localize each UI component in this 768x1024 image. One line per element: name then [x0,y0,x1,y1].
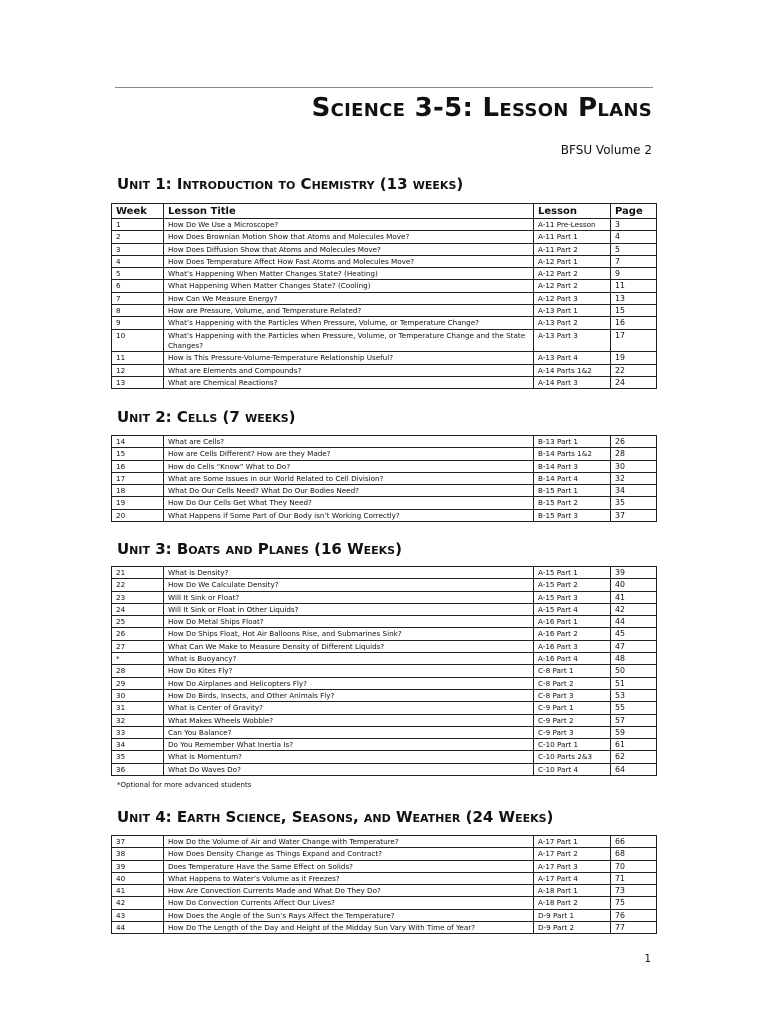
table-row [112,329,657,352]
cell-week: 5 [112,268,164,280]
table-header-row [112,204,657,219]
footnote: *Optional for more advanced students [117,781,252,789]
cell-week: 7 [112,292,164,304]
cell-page: 47 [611,640,657,652]
cell-week: 42 [112,897,164,909]
cell-lesson-title: What Happens if Some Part of Our Body isn’t Working Correctly? [164,509,534,521]
table-row [112,628,657,640]
cell-week: 28 [112,665,164,677]
cell-week: 2 [112,231,164,243]
cell-week: 27 [112,640,164,652]
cell-lesson-title: How Do We Use a Microscope? [164,219,534,231]
cell-lesson-code: A-14 Parts 1&2 [534,364,611,376]
page-number: 1 [644,953,651,965]
table-row [112,231,657,243]
cell-page: 66 [611,836,657,848]
table-row [112,509,657,521]
cell-lesson-code: B-14 Part 3 [534,460,611,472]
cell-week: 39 [112,860,164,872]
cell-lesson-title: How Do Convection Currents Affect Our Lives? [164,897,534,909]
cell-page: 40 [611,579,657,591]
cell-lesson-title: What’s Happening with the Particles When Pressure, Volume, or Temperature Change? [164,317,534,329]
cell-lesson-title: What’s Happening with the Particles when Pressure, Volume, or Temperature Change and the State Changes? [164,329,534,352]
cell-lesson-code: A-15 Part 2 [534,579,611,591]
cell-lesson-code: A-11 Pre-Lesson [534,219,611,231]
cell-week: 10 [112,329,164,352]
cell-lesson-code: A-13 Part 4 [534,352,611,364]
cell-lesson-title: How Can We Measure Energy? [164,292,534,304]
cell-week: 11 [112,352,164,364]
cell-page: 37 [611,509,657,521]
cell-lesson-code: A-16 Part 1 [534,616,611,628]
table-row [112,485,657,497]
cell-week: 3 [112,243,164,255]
cell-page: 59 [611,726,657,738]
table-row [112,376,657,388]
table-row [112,497,657,509]
table-row [112,364,657,376]
cell-lesson-title: How Do Airplanes and Helicopters Fly? [164,677,534,689]
table-row [112,280,657,292]
cell-lesson-title: What is Density? [164,567,534,579]
cell-lesson-code: A-16 Part 4 [534,653,611,665]
cell-week: 26 [112,628,164,640]
cell-page: 7 [611,255,657,267]
cell-lesson-code: A-12 Part 2 [534,280,611,292]
cell-week: 20 [112,509,164,521]
table-row [112,848,657,860]
cell-page: 61 [611,739,657,751]
cell-lesson-title: How Does the Angle of the Sun’s Rays Affect the Temperature? [164,909,534,921]
cell-page: 68 [611,848,657,860]
cell-lesson-code: A-13 Part 1 [534,305,611,317]
table-row [112,219,657,231]
table-row [112,472,657,484]
header-lesson-title: Lesson Title [164,204,534,219]
cell-week: * [112,653,164,665]
table-row [112,352,657,364]
cell-lesson-code: A-15 Part 3 [534,591,611,603]
cell-page: 76 [611,909,657,921]
cell-week: 40 [112,872,164,884]
cell-lesson-title: Does Temperature Have the Same Effect on Solids? [164,860,534,872]
cell-page: 62 [611,751,657,763]
unit-heading: Unit 3: Boats and Planes (16 Weeks) [117,540,402,558]
table-row [112,677,657,689]
cell-lesson-code: A-16 Part 3 [534,640,611,652]
cell-lesson-title: How Does Brownian Motion Show that Atoms and Molecules Move? [164,231,534,243]
cell-week: 38 [112,848,164,860]
lesson-table [111,566,657,776]
table-row [112,909,657,921]
cell-page: 34 [611,485,657,497]
cell-lesson-title: What is Center of Gravity? [164,702,534,714]
unit-heading: Unit 4: Earth Science, Seasons, and Weather (24 Weeks) [117,808,554,826]
cell-page: 15 [611,305,657,317]
cell-page: 44 [611,616,657,628]
unit-heading: Unit 1: Introduction to Chemistry (13 weeks) [117,175,464,193]
cell-page: 22 [611,364,657,376]
cell-lesson-code: B-15 Part 1 [534,485,611,497]
cell-lesson-code: A-13 Part 3 [534,329,611,352]
cell-week: 32 [112,714,164,726]
cell-lesson-code: C-8 Part 2 [534,677,611,689]
table-row [112,763,657,775]
cell-week: 25 [112,616,164,628]
table-row [112,726,657,738]
cell-week: 24 [112,603,164,615]
cell-week: 17 [112,472,164,484]
cell-lesson-code: A-17 Part 1 [534,836,611,848]
table-row [112,317,657,329]
cell-lesson-title: How are Cells Different? How are they Made? [164,448,534,460]
cell-page: 24 [611,376,657,388]
cell-page: 41 [611,591,657,603]
table-row [112,436,657,448]
cell-page: 13 [611,292,657,304]
cell-lesson-title: What are Chemical Reactions? [164,376,534,388]
cell-lesson-code: A-17 Part 3 [534,860,611,872]
cell-lesson-title: What Do Our Cells Need? What Do Our Bodies Need? [164,485,534,497]
cell-page: 16 [611,317,657,329]
table-row [112,567,657,579]
cell-lesson-title: How Do Birds, Insects, and Other Animals Fly? [164,689,534,701]
cell-page: 5 [611,243,657,255]
cell-week: 14 [112,436,164,448]
cell-week: 6 [112,280,164,292]
cell-week: 34 [112,739,164,751]
table-row [112,702,657,714]
cell-lesson-title: How are Pressure, Volume, and Temperature Related? [164,305,534,317]
cell-lesson-title: How Does Diffusion Show that Atoms and Molecules Move? [164,243,534,255]
cell-page: 28 [611,448,657,460]
cell-lesson-code: B-15 Part 3 [534,509,611,521]
cell-week: 21 [112,567,164,579]
cell-lesson-title: Do You Remember What Inertia Is? [164,739,534,751]
cell-week: 43 [112,909,164,921]
cell-page: 64 [611,763,657,775]
cell-lesson-title: How Do We Calculate Density? [164,579,534,591]
table-row [112,897,657,909]
cell-page: 48 [611,653,657,665]
table-row [112,836,657,848]
cell-lesson-title: What is Buoyancy? [164,653,534,665]
cell-lesson-code: A-16 Part 2 [534,628,611,640]
cell-week: 30 [112,689,164,701]
cell-page: 71 [611,872,657,884]
cell-week: 33 [112,726,164,738]
cell-week: 35 [112,751,164,763]
cell-lesson-code: A-15 Part 4 [534,603,611,615]
cell-lesson-title: What Happens to Water’s Volume as it Freezes? [164,872,534,884]
table-row [112,579,657,591]
cell-lesson-title: What Do Waves Do? [164,763,534,775]
cell-lesson-code: A-18 Part 2 [534,897,611,909]
cell-week: 9 [112,317,164,329]
cell-lesson-title: What are Cells? [164,436,534,448]
table-row [112,714,657,726]
cell-lesson-code: A-12 Part 2 [534,268,611,280]
cell-lesson-title: What Makes Wheels Wobble? [164,714,534,726]
cell-lesson-title: How do Cells “Know” What to Do? [164,460,534,472]
table-row [112,860,657,872]
table-row [112,665,657,677]
table-row [112,653,657,665]
page-title: Science 3-5: Lesson Plans [311,93,652,123]
cell-lesson-title: What Can We Make to Measure Density of Different Liquids? [164,640,534,652]
cell-page: 57 [611,714,657,726]
table-row [112,616,657,628]
cell-lesson-title: How Does Temperature Affect How Fast Atoms and Molecules Move? [164,255,534,267]
cell-week: 18 [112,485,164,497]
cell-lesson-code: D-9 Part 2 [534,922,611,934]
cell-lesson-title: How Does Density Change as Things Expand and Contract? [164,848,534,860]
table-row [112,885,657,897]
cell-lesson-code: C-8 Part 1 [534,665,611,677]
cell-week: 16 [112,460,164,472]
cell-week: 15 [112,448,164,460]
cell-page: 53 [611,689,657,701]
cell-lesson-title: Will It Sink or Float in Other Liquids? [164,603,534,615]
cell-lesson-title: Will It Sink or Float? [164,591,534,603]
cell-week: 19 [112,497,164,509]
cell-lesson-title: What are Some Issues in our World Related to Cell Division? [164,472,534,484]
table-row [112,603,657,615]
cell-week: 36 [112,763,164,775]
cell-lesson-code: A-11 Part 1 [534,231,611,243]
cell-lesson-title: How Do Kites Fly? [164,665,534,677]
table-row [112,689,657,701]
cell-page: 35 [611,497,657,509]
cell-lesson-code: A-18 Part 1 [534,885,611,897]
cell-lesson-title: How Do Ships Float, Hot Air Balloons Rise, and Submarines Sink? [164,628,534,640]
cell-lesson-code: C-9 Part 3 [534,726,611,738]
cell-page: 19 [611,352,657,364]
cell-lesson-title: How Do The Length of the Day and Height of the Midday Sun Vary With Time of Year? [164,922,534,934]
cell-page: 42 [611,603,657,615]
cell-week: 37 [112,836,164,848]
unit-heading: Unit 2: Cells (7 weeks) [117,408,296,426]
cell-lesson-code: C-9 Part 1 [534,702,611,714]
table-row [112,460,657,472]
cell-lesson-code: B-14 Parts 1&2 [534,448,611,460]
cell-page: 55 [611,702,657,714]
cell-lesson-title: How Are Convection Currents Made and What Do They Do? [164,885,534,897]
cell-lesson-title: How Do the Volume of Air and Water Change with Temperature? [164,836,534,848]
top-rule [115,87,653,88]
cell-week: 8 [112,305,164,317]
cell-page: 51 [611,677,657,689]
cell-page: 11 [611,280,657,292]
table-row [112,292,657,304]
table-row [112,255,657,267]
table-row [112,751,657,763]
cell-lesson-code: B-14 Part 4 [534,472,611,484]
cell-page: 75 [611,897,657,909]
cell-lesson-title: What Happening When Matter Changes State? (Cooling) [164,280,534,292]
cell-week: 23 [112,591,164,603]
cell-week: 22 [112,579,164,591]
cell-page: 45 [611,628,657,640]
cell-lesson-code: A-17 Part 4 [534,872,611,884]
header-lesson: Lesson [534,204,611,219]
table-row [112,305,657,317]
cell-page: 17 [611,329,657,352]
cell-lesson-code: A-11 Part 2 [534,243,611,255]
cell-week: 41 [112,885,164,897]
cell-page: 70 [611,860,657,872]
table-row [112,739,657,751]
table-row [112,243,657,255]
table-row [112,872,657,884]
cell-lesson-code: A-17 Part 2 [534,848,611,860]
cell-lesson-title: What’s Happening When Matter Changes State? (Heating) [164,268,534,280]
cell-week: 1 [112,219,164,231]
cell-lesson-code: A-14 Part 3 [534,376,611,388]
cell-week: 13 [112,376,164,388]
cell-page: 77 [611,922,657,934]
cell-lesson-title: How Do Our Cells Get What They Need? [164,497,534,509]
cell-lesson-code: A-13 Part 2 [534,317,611,329]
header-page: Page [611,204,657,219]
table-row [112,268,657,280]
cell-week: 4 [112,255,164,267]
cell-week: 12 [112,364,164,376]
cell-lesson-code: B-13 Part 1 [534,436,611,448]
cell-lesson-code: B-15 Part 2 [534,497,611,509]
cell-lesson-title: How is This Pressure-Volume-Temperature Relationship Useful? [164,352,534,364]
table-row [112,640,657,652]
cell-page: 32 [611,472,657,484]
table-row [112,448,657,460]
cell-page: 9 [611,268,657,280]
cell-lesson-code: C-10 Part 4 [534,763,611,775]
cell-page: 30 [611,460,657,472]
cell-lesson-code: A-12 Part 1 [534,255,611,267]
cell-lesson-title: What are Elements and Compounds? [164,364,534,376]
cell-week: 31 [112,702,164,714]
cell-page: 73 [611,885,657,897]
table-row [112,922,657,934]
cell-lesson-code: C-10 Parts 2&3 [534,751,611,763]
cell-week: 29 [112,677,164,689]
cell-lesson-code: C-9 Part 2 [534,714,611,726]
lesson-table [111,835,657,934]
cell-lesson-code: A-15 Part 1 [534,567,611,579]
lesson-table [111,435,657,522]
cell-lesson-title: How Do Metal Ships Float? [164,616,534,628]
cell-page: 39 [611,567,657,579]
cell-page: 3 [611,219,657,231]
cell-lesson-title: What is Momentum? [164,751,534,763]
cell-week: 44 [112,922,164,934]
table-row [112,591,657,603]
lesson-table [111,203,657,389]
cell-lesson-code: C-8 Part 3 [534,689,611,701]
cell-lesson-code: A-12 Part 3 [534,292,611,304]
page-subtitle: BFSU Volume 2 [560,143,652,157]
cell-page: 50 [611,665,657,677]
cell-lesson-title: Can You Balance? [164,726,534,738]
cell-lesson-code: C-10 Part 1 [534,739,611,751]
header-week: Week [112,204,164,219]
cell-page: 26 [611,436,657,448]
cell-lesson-code: D-9 Part 1 [534,909,611,921]
cell-page: 4 [611,231,657,243]
